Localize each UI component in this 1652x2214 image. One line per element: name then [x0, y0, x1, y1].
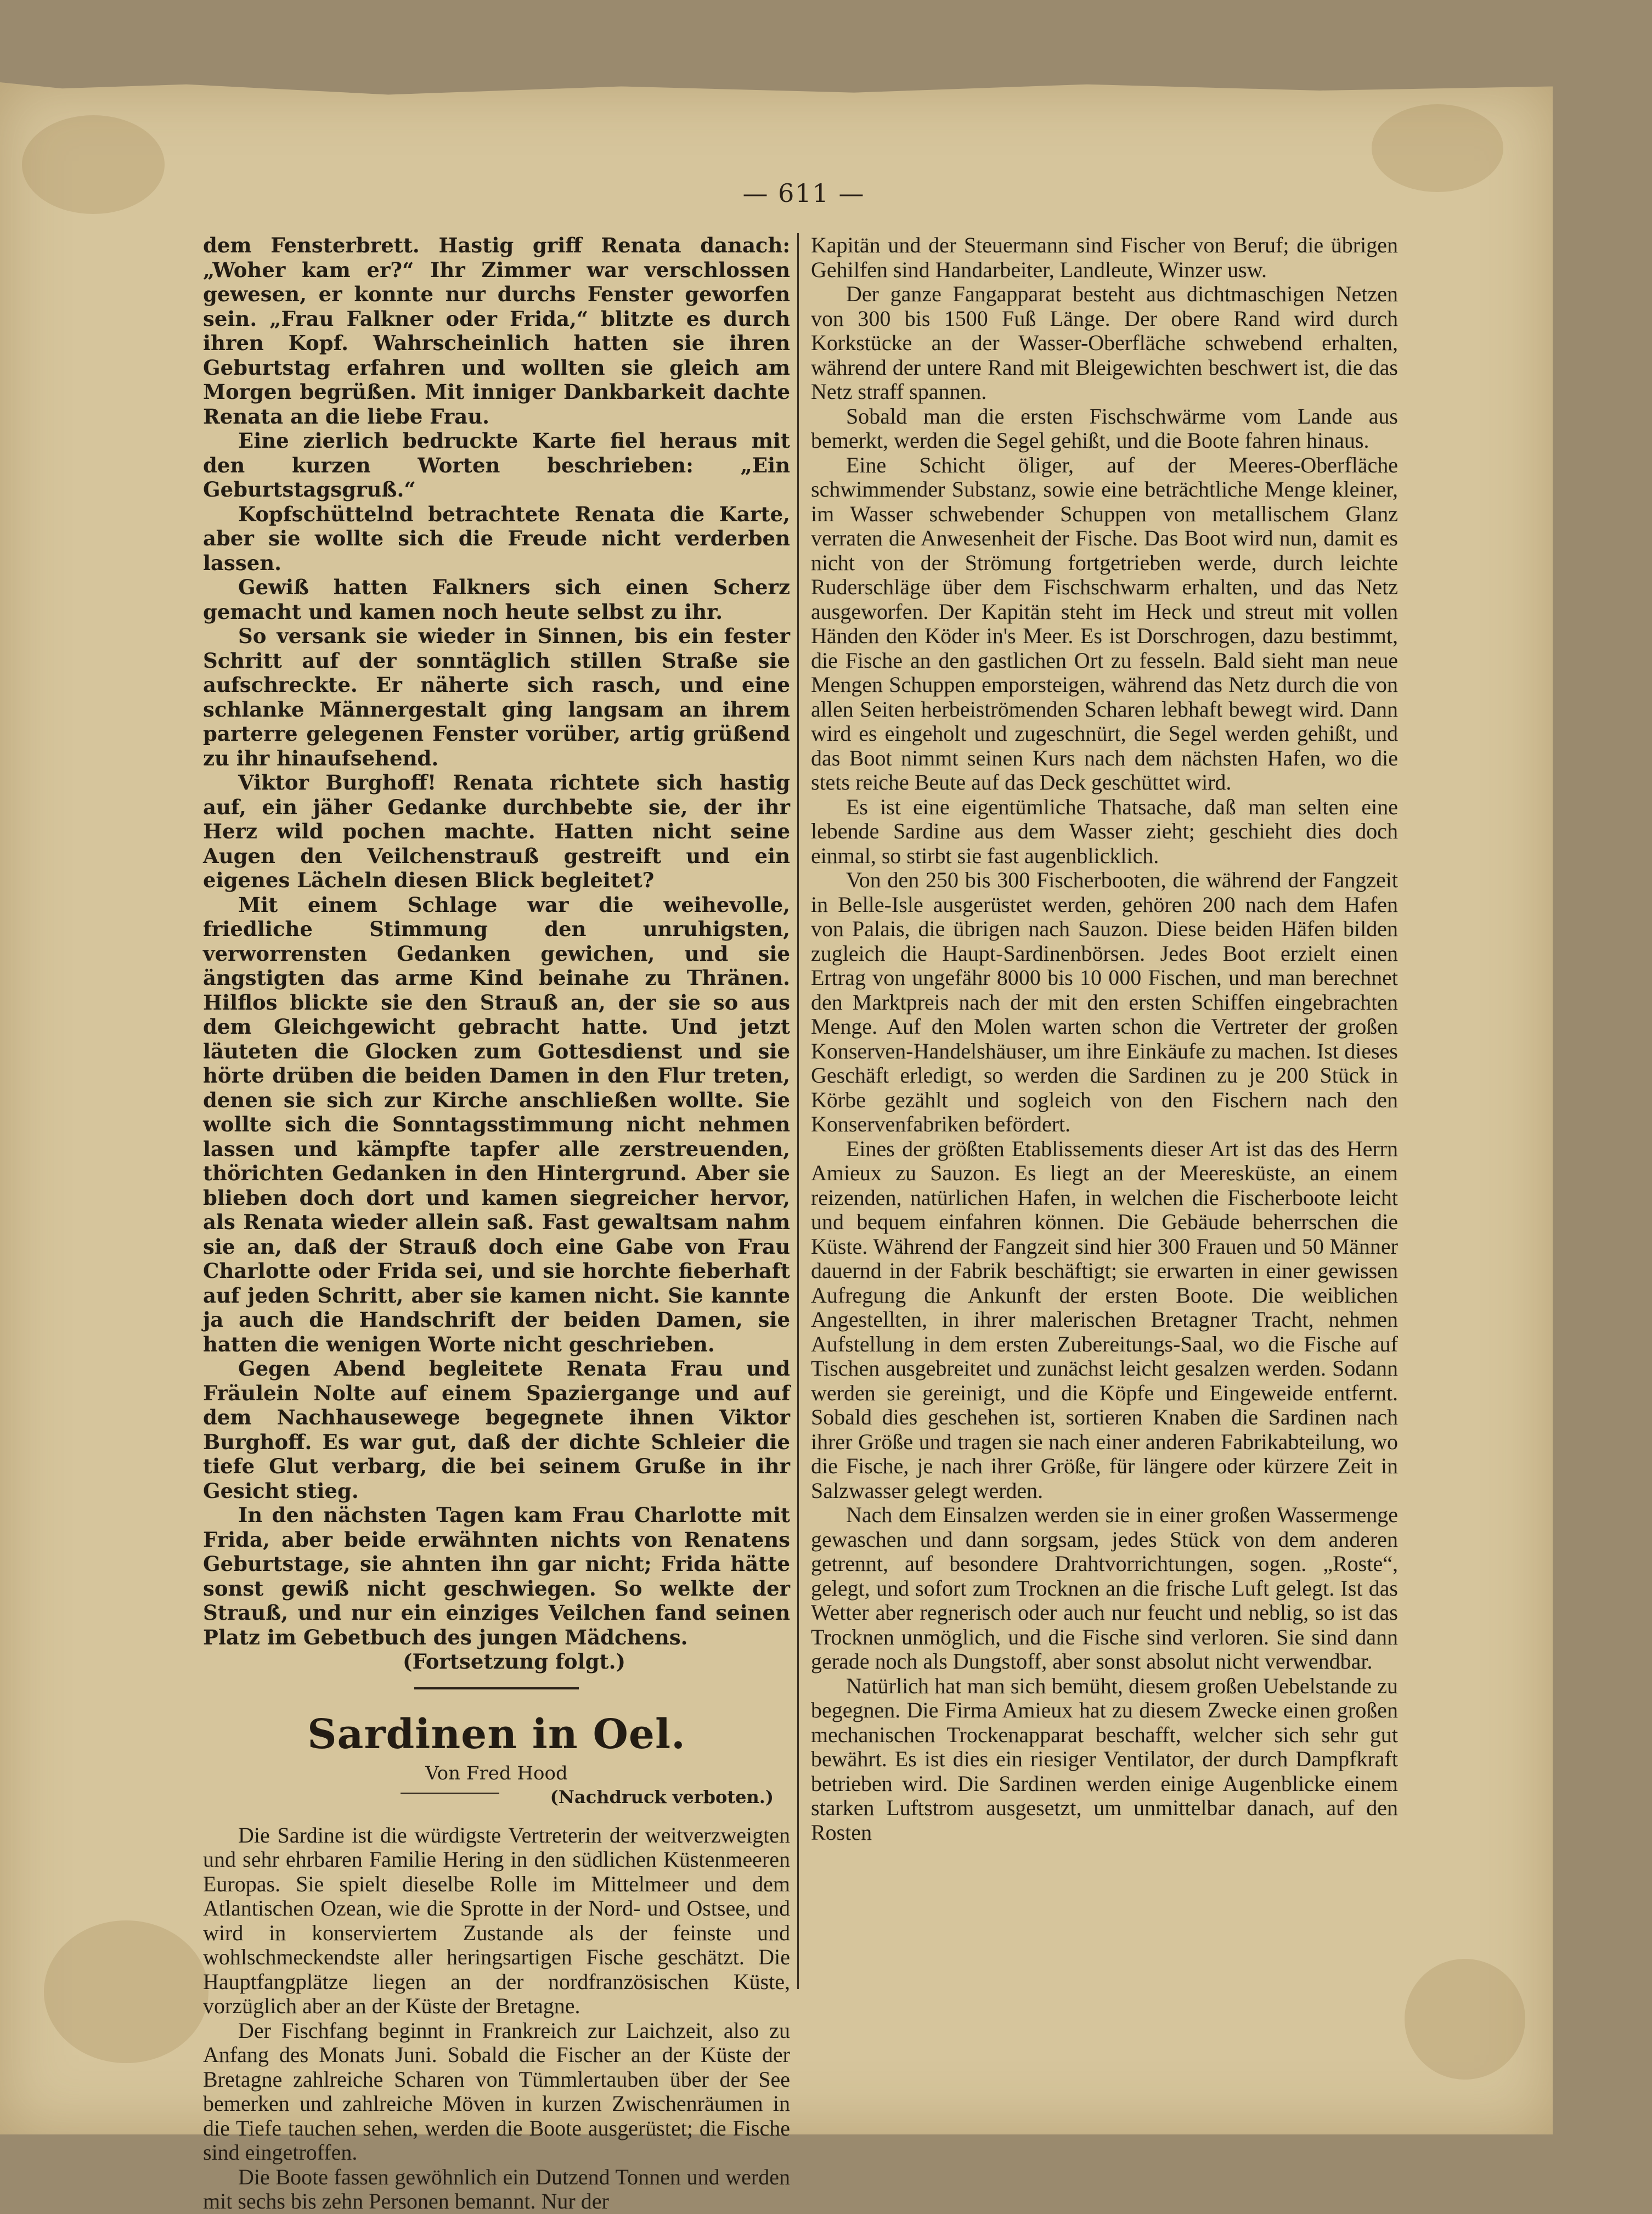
- story-paragraph: In den nächsten Tagen kam Frau Charlotte mit Frida, aber beide erwähnten nichts von Renatens Geburtstage, sie ahnten ihn gar nicht; Frida hätte sonst gewiß nicht geschwiegen. So welkte der Strauß, und nur ein einziges Veilchen fand seinen Platz im Gebetbuch des jungen Mädchens.: [203, 1503, 790, 1649]
- column-divider: [797, 233, 799, 1989]
- article-title: Sardinen in Oel.: [307, 1710, 686, 1758]
- story-paragraph: Gegen Abend begleitete Renata Frau und Fräulein Nolte auf einem Spaziergange und auf dem Nachhausewege begegnete ihnen Viktor Burghoff. Es war gut, daß der dichte Schleier die tiefe Glut verbarg, die bei seinem Gruße in ihr Gesicht stieg.: [203, 1356, 790, 1503]
- story-paragraph: Mit einem Schlage war die weihevolle, friedliche Stimmung den unruhigsten, verworrensten Gedanken gewichen, und sie ängstigten das arme Kind beinahe zu Thränen. Hilflos blickte sie den Strauß an, der sie so aus dem Gleichgewicht gebracht hatte. Und jetzt läuteten die Glocken zum Gottesdienst und sie hörte drüben die beiden Damen in den Flur treten, denen sie sich zur Kirche anschließen wollte. Sie wollte sich die Sonntagsstimmung nicht nehmen lassen und kämpfte tapfer alle zerstreuenden, thörichten Gedanken in den Hintergrund. Aber sie blieben doch dort und kamen siegreicher hervor, als Renata wieder allein saß. Fast gewaltsam nahm sie an, daß der Strauß doch eine Gabe von Frau Charlotte oder Frida sei, und sie horchte fieberhaft auf jeden Schritt, aber sie kamen nicht. Sie kannte ja auch die Handschrift der beiden Damen, sie hatten die wenigen Worte nicht geschrieben.: [203, 892, 790, 1356]
- page-number: — 611 —: [742, 178, 865, 208]
- right-column: [811, 233, 1398, 1995]
- article-paragraph: Natürlich hat man sich bemüht, diesem großen Uebelstande zu begegnen. Die Firma Amieux hat zu diesem Zwecke einen großen mechanischen Trockenapparat beschafft, welcher sich sehr gut bewährt. Es ist dies ein riesiger Ventilator, der durch Dampfkraft betrieben wird. Die Sardinen werden einige Augenblicke einem starken Luftstrom ausgesetzt, um unmittelbar danach, auf den Rosten: [811, 1673, 1398, 1845]
- article-paragraph: Nach dem Einsalzen werden sie in einer großen Wassermenge gewaschen und dann sorgsam, jedes Stück von dem anderen getrennt, auf besondere Drahtvorrichtungen, sogen. „Roste“, gelegt, und sofort zum Trocknen an die frische Luft gelegt. Ist das Wetter aber regnerisch oder auch nur feucht und neblig, so ist das Trocknen unmöglich, und die Fische sind verloren. Sie sind dann gerade noch als Dungstoff, aber sonst absolut nicht verwendbar.: [811, 1502, 1398, 1674]
- article-paragraph: Kapitän und der Steuermann sind Fischer von Beruf; die übrigen Gehilfen sind Handarbeiter, Landleute, Winzer usw.: [811, 233, 1398, 282]
- article-paragraph: Eine Schicht öliger, auf der Meeres-Oberfläche schwimmender Substanz, sowie eine beträchtliche Menge kleiner, im Wasser schwebender Schuppen von metallischem Glanz verraten die Anwesenheit der Fische. Das Boot wird nun, damit es nicht von der Strömung fortgetrieben werde, durch leichte Ruderschläge über dem Fischschwarm erhalten, und das Netz ausgeworfen. Der Kapitän steht im Heck und streut mit vollen Händen den Köder in's Meer. Es ist Dorschrogen, dazu bestimmt, die Fische an den gastlichen Ort zu fesseln. Bald sieht man neue Mengen Schuppen emporsteigen, während das Netz durch die von allen Seiten herbeiströmenden Scharen lebhaft bewegt wird. Dann wird es eingeholt und zugeschnürt, die Segel werden gehißt, und das Boot nimmt seinen Kurs nach dem nächsten Hafen, wo die stets reiche Beute auf das Deck geschüttet wird.: [811, 452, 1398, 795]
- notice-row: [203, 1785, 790, 1816]
- section-divider: [414, 1687, 579, 1689]
- story-paragraph: Viktor Burghoff! Renata richtete sich hastig auf, ein jäher Gedanke durchbebte sie, der ihr Herz wild pochen machte. Hatten nicht seine Augen den Veilchenstrauß gestreift und ein eigenes Lächeln diesen Blick begleitet?: [203, 770, 790, 892]
- story-paragraph: dem Fensterbrett. Hastig griff Renata danach: „Woher kam er?“ Ihr Zimmer war verschlossen gewesen, er konnte nur durchs Fenster geworfen sein. „Frau Falkner oder Frida,“ blitzte es durch ihren Kopf. Wahrscheinlich hatten sie ihren Geburtstag erfahren und wollten sie gleich am Morgen begrüßen. Mit inniger Dankbarkeit dachte Renata an die liebe Frau.: [203, 233, 790, 429]
- article-paragraph: Von den 250 bis 300 Fischerbooten, die während der Fangzeit in Belle-Isle ausgerüstet werden, gehören 200 nach dem Hafen von Palais, die übrigen nach Sauzon. Diese beiden Häfen bilden zugleich die Haupt-Sardinenbörsen. Jedes Boot erzielt einen Ertrag von ungefähr 8000 bis 10 000 Fischen, und man berechnet den Marktpreis nach der mit den ersten Schiffen eingebrachten Menge. Auf den Molen warten schon die Vertreter der großen Konserven-Handelshäuser, um ihre Einkäufe zu machen. Ist dieses Geschäft erledigt, so werden die Sardinen zu je 200 Stück in Körbe gezählt und sogleich von den Fischern nach den Konservenfabriken befördert.: [811, 867, 1398, 1136]
- continuation-note: (Fortsetzung folgt.): [402, 1649, 626, 1674]
- byline-rule: [401, 1793, 499, 1794]
- story-paragraph: Kopfschüttelnd betrachtete Renata die Karte, aber sie wollte sich die Freude nicht verderben lassen.: [203, 502, 790, 575]
- story-paragraph: Eine zierlich bedruckte Karte fiel heraus mit den kurzen Worten beschrieben: „Ein Geburtstagsgruß.“: [203, 429, 790, 502]
- story-paragraph: Gewiß hatten Falkners sich einen Scherz gemacht und kamen noch heute selbst zu ihr.: [203, 575, 790, 624]
- story-paragraph: So versank sie wieder in Sinnen, bis ein fester Schritt auf der sonntäglich stillen Straße sie aufschreckte. Er näherte sich rasch, und eine schlanke Männergestalt ging langsam an ihrem parterre gelegenen Fenster vorüber, artig grüßend zu ihr hinaufsehend.: [203, 624, 790, 770]
- article-paragraph: Der ganze Fangapparat besteht aus dichtmaschigen Netzen von 300 bis 1500 Fuß Länge. Der obere Rand wird durch Korkstücke an der Wasser-Oberfläche schwebend erhalten, während der untere Rand mit Bleigewichten beschwert ist, die das Netz straff spannen.: [811, 281, 1398, 404]
- article-paragraph: Sobald man die ersten Fischschwärme vom Lande aus bemerkt, werden die Segel gehißt, und die Boote fahren hinaus.: [811, 403, 1398, 453]
- article-paragraph: Die Sardine ist die würdigste Vertreterin der weitverzweigten und sehr ehrbaren Familie Hering in den südlichen Küstenmeeren Europas. Sie spielt dieselbe Rolle im Mittelmeer und dem Atlantischen Ozean, wie die Sprotte in der Nord- und Ostsee, und wird in konserviertem Zustande als der feinste und wohlschmeckendste aller heringsartigen Fische geschätzt. Die Hauptfangplätze liegen an der nordfranzösischen Küste, vorzüglich aber an der Küste der Bretagne.: [203, 1822, 790, 2018]
- left-column: [203, 233, 790, 2213]
- article-paragraph: Der Fischfang beginnt in Frankreich zur Laichzeit, also zu Anfang des Monats Juni. Sobald die Fischer an der Küste der Bretagne zahlreiche Scharen von Tümmlertauben über der See bemerken und zahlreiche Möven in kurzen Zwischenräumen in die Tiefe tauchen sehen, werden die Boote ausgerüstet; die Fische sind eingetroffen.: [203, 2018, 790, 2165]
- article-byline: Von Fred Hood: [425, 1762, 568, 1784]
- article-paragraph: Die Boote fassen gewöhnlich ein Dutzend Tonnen und werden mit sechs bis zehn Personen bemannt. Nur der: [203, 2164, 790, 2213]
- article-paragraph: Eines der größten Etablissements dieser Art ist das des Herrn Amieux zu Sauzon. Es liegt an der Meeresküste, an einem reizenden, natürlichen Hafen, in welchen die Fischerboote leicht und bequem einfahren können. Die Gebäude beherrschen die Küste. Während der Fangzeit sind hier 300 Frauen und 50 Männer dauernd in der Fabrik beschäftigt; sie erwarten in einer gewissen Aufregung die Ankunft der ersten Boote. Die weiblichen Angestellten, in ihrer malerischen Bretagner Tracht, nehmen Aufstellung in dem ersten Zubereitungs-Saal, wo die Fische auf Tischen ausgebreitet und zunächst leicht gesalzen werden. Sodann werden sie gereinigt, und die Köpfe und Eingeweide entfernt. Sobald dies geschehen ist, sortieren Knaben die Sardinen nach ihrer Größe und tragen sie nach einer anderen Fabrikabteilung, wo die Fische, je nach ihrer Größe, für längere oder kürzere Zeit in Salzwasser gelegt werden.: [811, 1136, 1398, 1503]
- reprint-notice: (Nachdruck verboten.): [550, 1786, 774, 1807]
- article-paragraph: Es ist eine eigentümliche Thatsache, daß man selten eine lebende Sardine aus dem Wasser zieht; geschieht dies doch einmal, so stirbt sie fast augenblicklich.: [811, 794, 1398, 868]
